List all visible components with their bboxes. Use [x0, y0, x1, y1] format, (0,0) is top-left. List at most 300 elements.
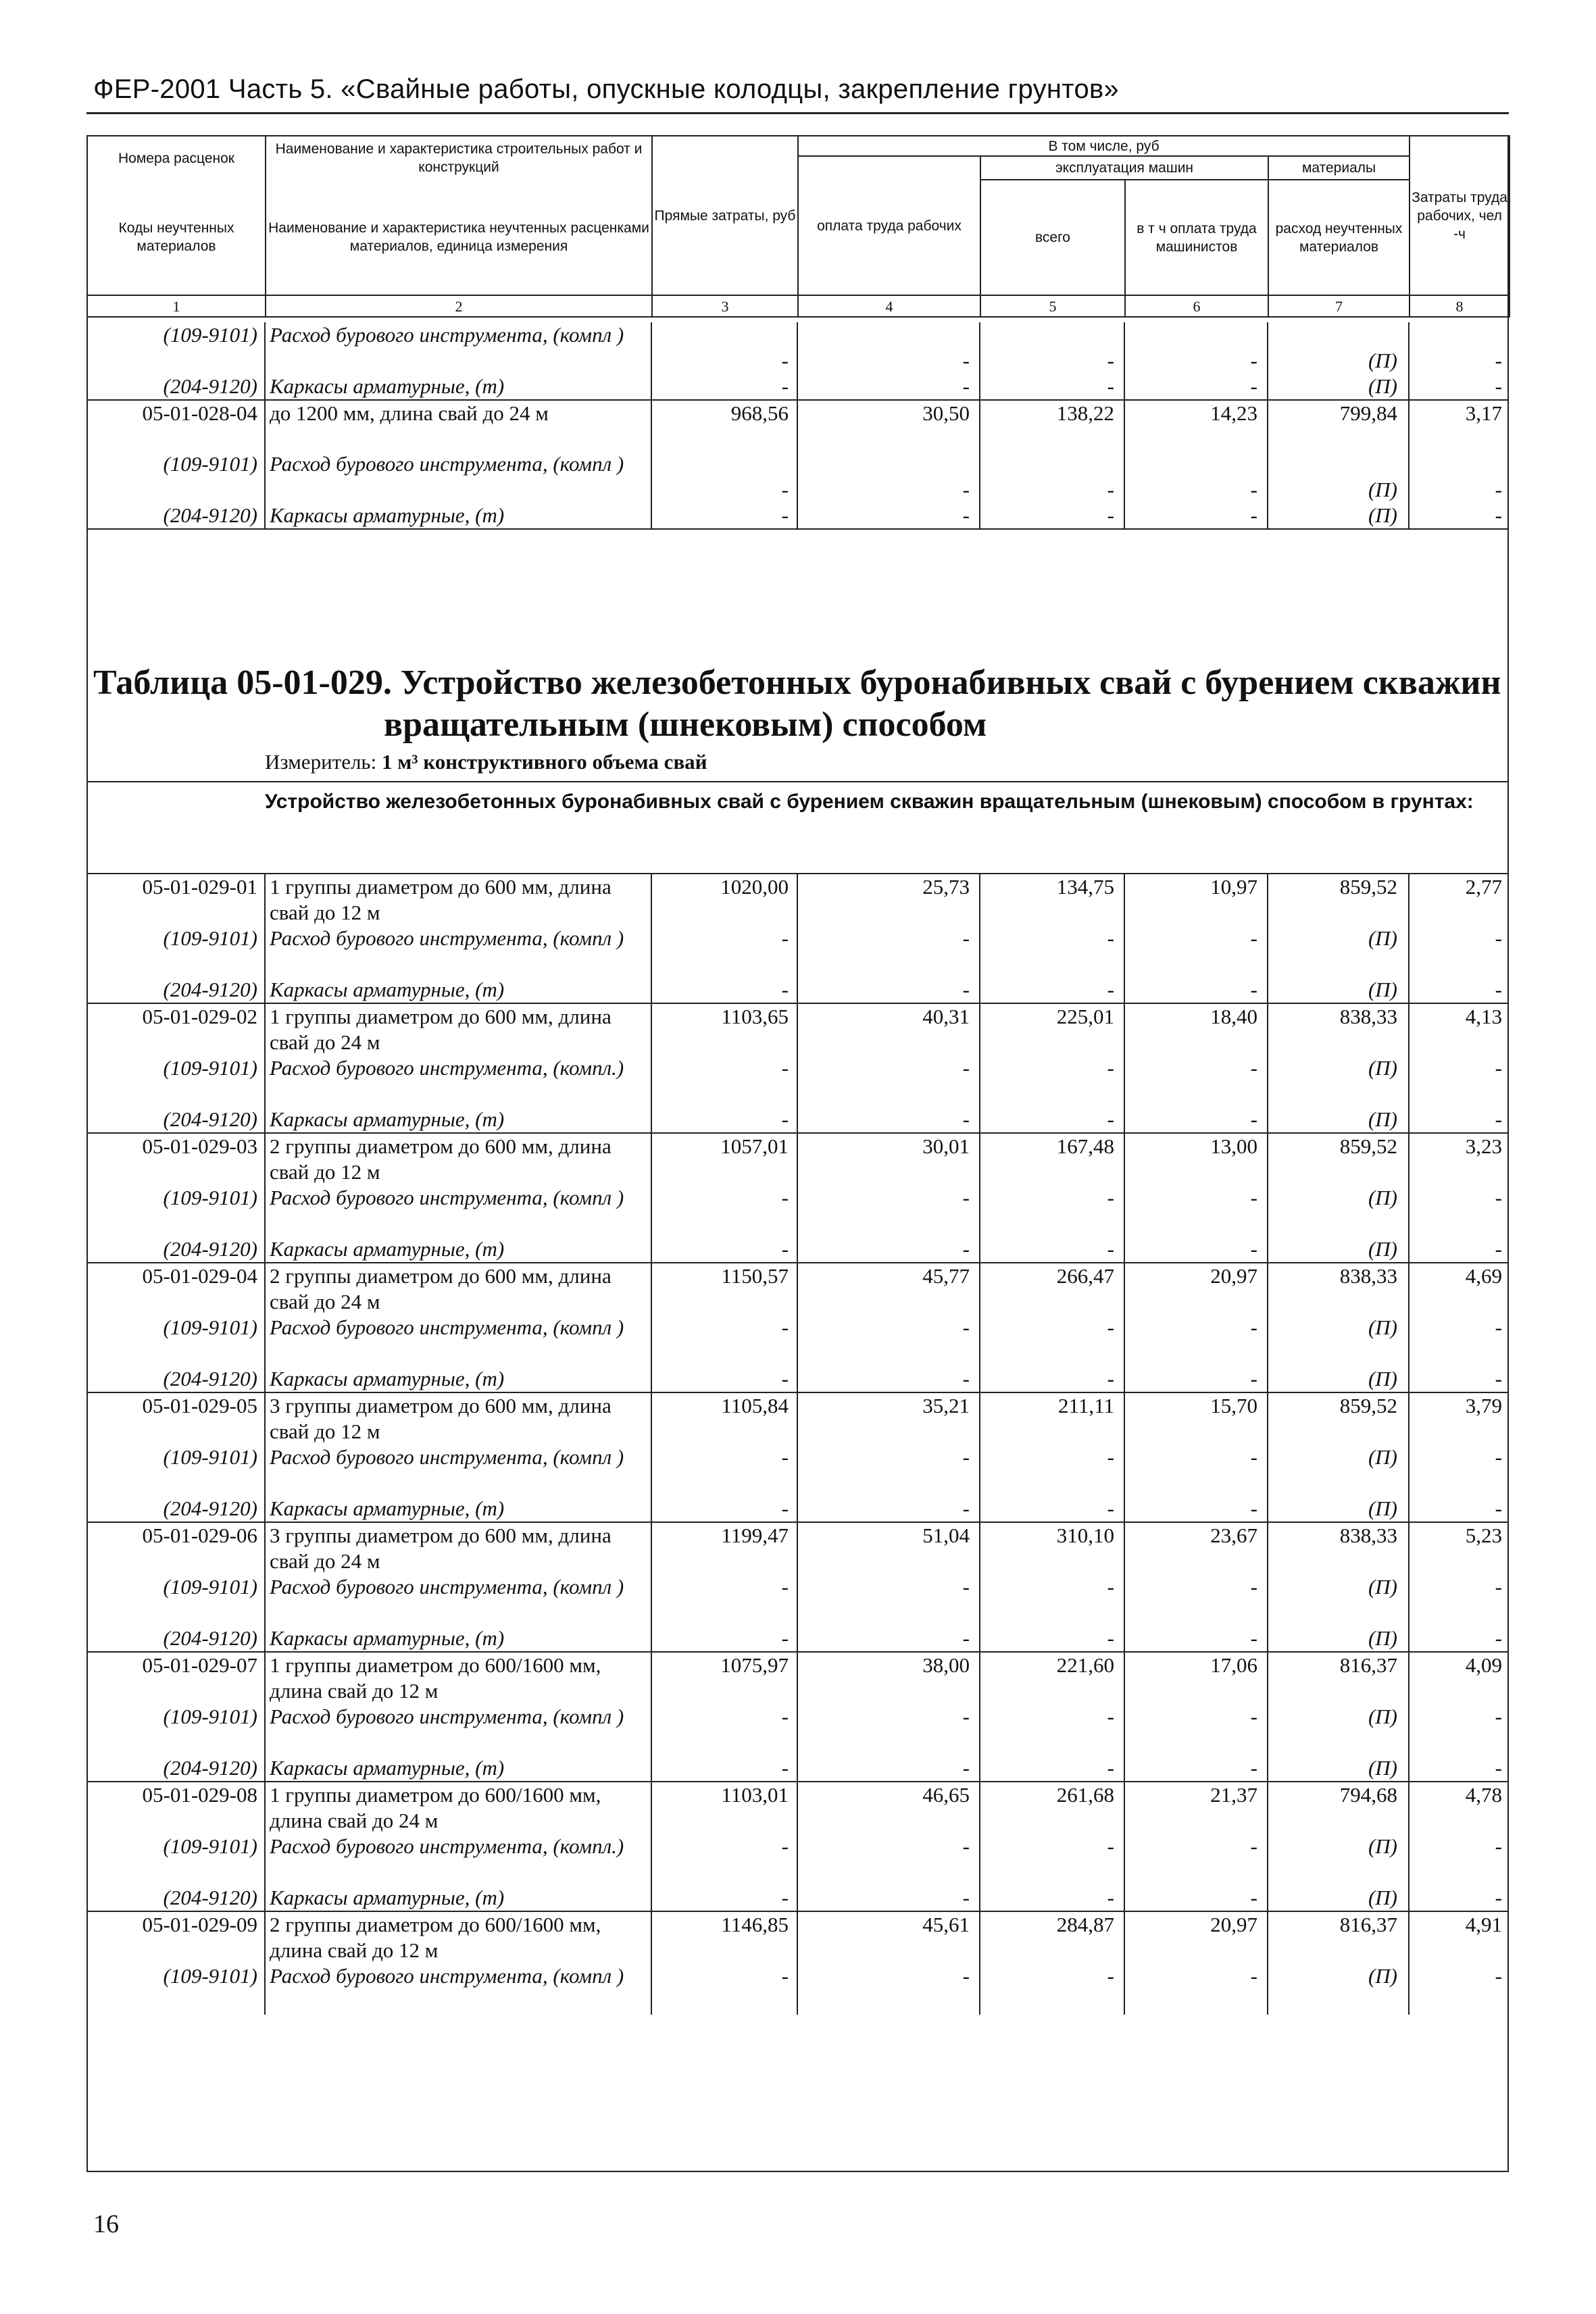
labor-pay: 51,04	[797, 1522, 980, 1574]
material-code: (109-9101)	[86, 1834, 265, 1885]
labor-hours: -	[1409, 503, 1509, 529]
labor-pay: -	[797, 1366, 980, 1392]
labor-hours: 3,17	[1409, 400, 1509, 451]
materials: (П)	[1268, 1444, 1409, 1496]
direct-cost: 1103,01	[651, 1782, 797, 1834]
material-row	[86, 1496, 1509, 1522]
material-description: Расход бурового инструмента, (компл.)	[265, 1055, 651, 1107]
labor-pay: -	[797, 926, 980, 977]
materials: (П)	[1268, 1055, 1409, 1107]
machinist-pay: -	[1124, 1574, 1268, 1626]
col-5-header: всего	[980, 180, 1125, 295]
labor-pay: 35,21	[797, 1392, 980, 1444]
material-row	[86, 926, 1509, 977]
material-row	[86, 1055, 1509, 1107]
labor-hours: 4,13	[1409, 1003, 1509, 1055]
col-3-header: Прямые затраты, руб	[652, 136, 798, 295]
direct-cost: 1057,01	[651, 1133, 797, 1185]
labor-pay: 46,65	[797, 1782, 980, 1834]
machines-total: 221,60	[980, 1652, 1124, 1704]
material-code: (109-9101)	[86, 1444, 265, 1496]
machines-total: -	[980, 1963, 1124, 2015]
rate-code: 05-01-029-07	[86, 1652, 265, 1704]
material-description: Каркасы арматурные, (т)	[265, 1496, 651, 1522]
rate-row	[86, 1911, 1509, 1963]
work-description: 1 группы диаметром до 600/1600 мм, длина свай до 12 м	[265, 1652, 651, 1704]
machinist-pay: -	[1124, 1315, 1268, 1366]
rate-row	[86, 400, 1509, 451]
material-description: Каркасы арматурные, (т)	[265, 1755, 651, 1782]
rate-row	[86, 1133, 1509, 1185]
materials: (П)	[1268, 1496, 1409, 1522]
material-description: Расход бурового инструмента, (компл )	[265, 1963, 651, 2015]
machines-total: -	[980, 1236, 1124, 1263]
direct-cost: 968,56	[651, 400, 797, 451]
labor-pay: 45,77	[797, 1263, 980, 1315]
col-number: 7	[1268, 295, 1410, 317]
machinist-pay: -	[1124, 503, 1268, 529]
material-description: Расход бурового инструмента, (компл )	[265, 1185, 651, 1236]
materials: 799,84	[1268, 400, 1409, 451]
material-row	[86, 1444, 1509, 1496]
labor-pay: -	[797, 1574, 980, 1626]
direct-cost: -	[651, 1574, 797, 1626]
material-code: (204-9120)	[86, 1885, 265, 1911]
direct-cost: -	[651, 374, 797, 400]
col-number: 1	[87, 295, 266, 317]
direct-cost: -	[651, 1055, 797, 1107]
col-2-bottom-header: Наименование и характеристика неучтенных расценками материалов, единица измерения	[266, 180, 652, 295]
direct-cost: -	[651, 1236, 797, 1263]
measure-rule	[86, 781, 1509, 782]
machinist-pay: -	[1124, 322, 1268, 374]
material-code: (109-9101)	[86, 451, 265, 503]
section-title-line-1: Таблица 05-01-029. Устройство железобетонных буронабивных свай с бурением скважин	[93, 663, 1501, 702]
machines-total: 138,22	[980, 400, 1124, 451]
col-number: 5	[980, 295, 1125, 317]
machinist-pay: -	[1124, 1704, 1268, 1755]
machinist-pay: -	[1124, 451, 1268, 503]
material-row	[86, 451, 1509, 503]
materials: (П)	[1268, 1185, 1409, 1236]
machinist-pay: 15,70	[1124, 1392, 1268, 1444]
machines-header: эксплуатация машин	[980, 156, 1268, 180]
materials: (П)	[1268, 1704, 1409, 1755]
materials: 838,33	[1268, 1263, 1409, 1315]
machines-total: -	[980, 1315, 1124, 1366]
material-code: (109-9101)	[86, 1185, 265, 1236]
material-row	[86, 503, 1509, 529]
labor-pay: 45,61	[797, 1911, 980, 1963]
material-code: (109-9101)	[86, 1574, 265, 1626]
material-description: Каркасы арматурные, (т)	[265, 374, 651, 400]
col-number: 4	[798, 295, 980, 317]
material-row	[86, 1755, 1509, 1782]
direct-cost: -	[651, 977, 797, 1003]
materials: (П)	[1268, 1885, 1409, 1911]
material-code: (109-9101)	[86, 1315, 265, 1366]
labor-hours: 4,78	[1409, 1782, 1509, 1834]
rate-code: 05-01-029-09	[86, 1911, 265, 1963]
material-code: (109-9101)	[86, 1963, 265, 2015]
direct-cost: -	[651, 1366, 797, 1392]
material-row	[86, 1315, 1509, 1366]
section-title	[93, 662, 1505, 746]
labor-hours: 4,09	[1409, 1652, 1509, 1704]
work-description: 3 группы диаметром до 600 мм, длина свай до 24 м	[265, 1522, 651, 1574]
labor-hours: -	[1495, 978, 1502, 1001]
labor-pay: -	[797, 1315, 980, 1366]
materials: 838,33	[1268, 1522, 1409, 1574]
rate-row	[86, 1003, 1509, 1055]
labor-pay: -	[797, 1834, 980, 1885]
machines-total: -	[980, 1496, 1124, 1522]
materials-header: материалы	[1268, 156, 1410, 180]
material-row	[86, 1885, 1509, 1911]
rate-code: 05-01-029-03	[86, 1133, 265, 1185]
labor-pay: 25,73	[797, 874, 980, 926]
machinist-pay: -	[1124, 1185, 1268, 1236]
labor-pay: -	[797, 451, 980, 503]
materials: (П)	[1268, 1834, 1409, 1885]
direct-cost: 1150,57	[651, 1263, 797, 1315]
rate-code: 05-01-029-04	[86, 1263, 265, 1315]
material-row	[86, 1704, 1509, 1755]
work-description: 2 группы диаметром до 600 мм, длина свай до 24 м	[265, 1263, 651, 1315]
material-description: Расход бурового инструмента, (компл.)	[265, 1834, 651, 1885]
materials: (П)	[1268, 1315, 1409, 1366]
labor-hours: -	[1495, 1575, 1502, 1599]
machinist-pay: -	[1124, 374, 1268, 400]
direct-cost: 1105,84	[651, 1392, 797, 1444]
material-code: (204-9120)	[86, 1236, 265, 1263]
labor-hours: -	[1495, 1107, 1502, 1131]
rate-code: 05-01-028-04	[86, 400, 265, 451]
work-description: 2 группы диаметром до 600/1600 мм, длина свай до 12 м	[265, 1911, 651, 1963]
labor-hours: -	[1495, 1056, 1502, 1080]
labor-hours: -	[1495, 1886, 1502, 1909]
machines-total: -	[980, 322, 1124, 374]
materials: 816,37	[1268, 1652, 1409, 1704]
labor-pay: -	[797, 503, 980, 529]
materials: (П)	[1268, 1755, 1409, 1782]
rate-row	[86, 1392, 1509, 1444]
direct-cost: -	[651, 322, 797, 374]
labor-hours: -	[1495, 1964, 1502, 1988]
labor-pay: 30,01	[797, 1133, 980, 1185]
labor-hours: -	[1495, 1834, 1502, 1858]
material-description: Каркасы арматурные, (т)	[265, 977, 651, 1003]
page-header: ФЕР-2001 Часть 5. «Свайные работы, опускные колодцы, закрепление грунтов»	[93, 74, 1120, 104]
labor-hours: -	[1495, 349, 1502, 372]
material-description: Расход бурового инструмента, (компл )	[265, 451, 651, 503]
machinist-pay: -	[1124, 1055, 1268, 1107]
machinist-pay: 14,23	[1124, 400, 1268, 451]
material-description: Расход бурового инструмента, (компл )	[265, 926, 651, 977]
labor-hours: -	[1495, 1626, 1502, 1650]
material-code: (109-9101)	[86, 322, 265, 374]
machines-total: -	[980, 374, 1124, 400]
machines-total: -	[980, 1185, 1124, 1236]
measure-value: 1 м³ конструктивного объема свай	[381, 750, 707, 774]
direct-cost: 1020,00	[651, 874, 797, 926]
labor-hours: -	[1495, 1315, 1502, 1339]
machines-total: -	[980, 1704, 1124, 1755]
rate-code: 05-01-029-02	[86, 1003, 265, 1055]
labor-pay: -	[797, 1755, 980, 1782]
machinist-pay: -	[1124, 926, 1268, 977]
direct-cost: -	[651, 451, 797, 503]
labor-pay: -	[797, 374, 980, 400]
section-subheading: Устройство железобетонных буронабивных свай с бурением скважин вращательным (шнековым) способом в грунтах:	[265, 790, 1474, 813]
material-row	[86, 322, 1509, 374]
machinist-pay: -	[1124, 1963, 1268, 2015]
machines-total: 266,47	[980, 1263, 1124, 1315]
labor-hours: 3,79	[1409, 1392, 1509, 1444]
machines-total: -	[980, 1755, 1124, 1782]
col-1-top-header: Номера расценок	[87, 136, 266, 180]
machinist-pay: -	[1124, 1885, 1268, 1911]
direct-cost: 1075,97	[651, 1652, 797, 1704]
machines-total: 167,48	[980, 1133, 1124, 1185]
machines-total: -	[980, 1626, 1124, 1652]
labor-pay: 40,31	[797, 1003, 980, 1055]
labor-pay: -	[797, 1185, 980, 1236]
work-description: 1 группы диаметром до 600/1600 мм, длина свай до 24 м	[265, 1782, 651, 1834]
machinist-pay: 20,97	[1124, 1911, 1268, 1963]
material-description: Каркасы арматурные, (т)	[265, 503, 651, 529]
material-description: Каркасы арматурные, (т)	[265, 1885, 651, 1911]
machinist-pay: -	[1124, 1366, 1268, 1392]
labor-hours: 4,69	[1409, 1263, 1509, 1315]
material-code: (109-9101)	[86, 1704, 265, 1755]
material-code: (204-9120)	[86, 1107, 265, 1133]
material-row	[86, 1366, 1509, 1392]
col-number: 2	[266, 295, 652, 317]
materials: (П)	[1268, 503, 1409, 529]
material-description: Расход бурового инструмента, (компл )	[265, 1444, 651, 1496]
materials: (П)	[1268, 451, 1409, 503]
materials: (П)	[1268, 374, 1409, 400]
labor-hours: -	[1495, 1705, 1502, 1728]
materials: (П)	[1268, 322, 1409, 374]
labor-pay: -	[797, 1444, 980, 1496]
material-description: Каркасы арматурные, (т)	[265, 1626, 651, 1652]
col-number: 6	[1125, 295, 1268, 317]
material-code: (109-9101)	[86, 1055, 265, 1107]
direct-cost: -	[651, 1704, 797, 1755]
machinist-pay: 18,40	[1124, 1003, 1268, 1055]
direct-cost: 1103,65	[651, 1003, 797, 1055]
direct-cost: -	[651, 1755, 797, 1782]
material-row	[86, 1185, 1509, 1236]
labor-hours: 2,77	[1409, 874, 1509, 926]
machines-total: -	[980, 1444, 1124, 1496]
material-description: Каркасы арматурные, (т)	[265, 1107, 651, 1133]
materials: 794,68	[1268, 1782, 1409, 1834]
materials: (П)	[1268, 1963, 1409, 2015]
materials: (П)	[1268, 977, 1409, 1003]
rate-row	[86, 1782, 1509, 1834]
entries-table	[86, 873, 1509, 2015]
group-header: В том числе, руб	[798, 136, 1410, 156]
materials: (П)	[1268, 1574, 1409, 1626]
labor-pay: -	[797, 1626, 980, 1652]
machinist-pay: 21,37	[1124, 1782, 1268, 1834]
material-code: (204-9120)	[86, 977, 265, 1003]
direct-cost: 1199,47	[651, 1522, 797, 1574]
material-row	[86, 977, 1509, 1003]
materials: 859,52	[1268, 1392, 1409, 1444]
col-4-header: оплата труда рабочих	[798, 156, 980, 295]
page-number: 16	[93, 2210, 119, 2238]
work-description: 3 группы диаметром до 600 мм, длина свай до 12 м	[265, 1392, 651, 1444]
material-row	[86, 1236, 1509, 1263]
rate-code: 05-01-029-01	[86, 874, 265, 926]
col-7-header: расход неучтенных материалов	[1268, 180, 1410, 295]
machines-total: -	[980, 1834, 1124, 1885]
labor-pay: 38,00	[797, 1652, 980, 1704]
labor-hours: -	[1495, 926, 1502, 950]
material-description: Расход бурового инструмента, (компл )	[265, 1574, 651, 1626]
material-code: (109-9101)	[86, 926, 265, 977]
col-2-top-header: Наименование и характеристика строительных работ и конструкций	[266, 136, 652, 180]
direct-cost: -	[651, 503, 797, 529]
labor-pay: -	[797, 1055, 980, 1107]
rate-code: 05-01-029-08	[86, 1782, 265, 1834]
rate-row	[86, 1652, 1509, 1704]
materials: (П)	[1268, 1107, 1409, 1133]
direct-cost: -	[651, 1834, 797, 1885]
machinist-pay: -	[1124, 1496, 1268, 1522]
machines-total: 225,01	[980, 1003, 1124, 1055]
labor-hours: -	[1495, 1186, 1502, 1209]
materials: (П)	[1268, 1236, 1409, 1263]
direct-cost: -	[651, 926, 797, 977]
rate-row	[86, 1522, 1509, 1574]
materials: (П)	[1268, 1366, 1409, 1392]
direct-cost: -	[651, 1315, 797, 1366]
material-description: Каркасы арматурные, (т)	[265, 1366, 651, 1392]
material-code: (204-9120)	[86, 1496, 265, 1522]
machinist-pay: -	[1124, 1755, 1268, 1782]
machinist-pay: -	[1124, 1107, 1268, 1133]
machines-total: -	[980, 503, 1124, 529]
labor-pay: -	[797, 1885, 980, 1911]
labor-hours: 4,91	[1409, 1911, 1509, 1963]
direct-cost: 1146,85	[651, 1911, 797, 1963]
direct-cost: -	[651, 1185, 797, 1236]
materials: (П)	[1268, 926, 1409, 977]
material-code: (204-9120)	[86, 1626, 265, 1652]
labor-hours: -	[1495, 1496, 1502, 1520]
labor-hours: 3,23	[1409, 1133, 1509, 1185]
machines-total: 211,11	[980, 1392, 1124, 1444]
machines-total: 134,75	[980, 874, 1124, 926]
direct-cost: -	[651, 1963, 797, 2015]
measure-line	[265, 750, 707, 774]
direct-cost: -	[651, 1626, 797, 1652]
machines-total: -	[980, 1574, 1124, 1626]
material-row	[86, 1963, 1509, 2015]
labor-pay: -	[797, 322, 980, 374]
machinist-pay: 17,06	[1124, 1652, 1268, 1704]
machines-total: -	[980, 977, 1124, 1003]
materials: 816,37	[1268, 1911, 1409, 1963]
machines-total: -	[980, 1107, 1124, 1133]
labor-hours: 5,23	[1409, 1522, 1509, 1574]
machines-total: -	[980, 451, 1124, 503]
machinist-pay: -	[1124, 1834, 1268, 1885]
machines-total: -	[980, 926, 1124, 977]
labor-hours: -	[1495, 374, 1502, 398]
labor-pay: -	[797, 1107, 980, 1133]
materials: 838,33	[1268, 1003, 1409, 1055]
material-row	[86, 1626, 1509, 1652]
labor-pay: -	[797, 977, 980, 1003]
materials: 859,52	[1268, 1133, 1409, 1185]
rate-row	[86, 1263, 1509, 1315]
col-6-header: в т ч оплата труда машинистов	[1125, 180, 1268, 295]
work-description: до 1200 мм, длина свай до 24 м	[265, 400, 651, 451]
machinist-pay: -	[1124, 1444, 1268, 1496]
labor-pay: 30,50	[797, 400, 980, 451]
labor-hours: -	[1495, 478, 1502, 501]
labor-pay: -	[797, 1236, 980, 1263]
rate-code: 05-01-029-06	[86, 1522, 265, 1574]
machines-total: -	[980, 1055, 1124, 1107]
materials: 859,52	[1268, 874, 1409, 926]
col-8-header: Затраты труда рабочих, чел -ч	[1410, 136, 1510, 295]
col-number: 3	[652, 295, 798, 317]
rate-row	[86, 874, 1509, 926]
work-description: 2 группы диаметром до 600 мм, длина свай до 12 м	[265, 1133, 651, 1185]
top-rows-table	[86, 322, 1509, 530]
machinist-pay: 23,67	[1124, 1522, 1268, 1574]
direct-cost: -	[651, 1496, 797, 1522]
material-code: (204-9120)	[86, 503, 265, 529]
table-header	[86, 135, 1510, 318]
direct-cost: -	[651, 1107, 797, 1133]
materials: (П)	[1268, 1626, 1409, 1652]
labor-hours: -	[1495, 1445, 1502, 1469]
machines-total: 284,87	[980, 1911, 1124, 1963]
machines-total: -	[980, 1885, 1124, 1911]
material-row	[86, 1107, 1509, 1133]
work-description: 1 группы диаметром до 600 мм, длина свай до 24 м	[265, 1003, 651, 1055]
labor-pay: -	[797, 1963, 980, 2015]
labor-pay: -	[797, 1496, 980, 1522]
col-number: 8	[1410, 295, 1510, 317]
measure-label: Измеритель:	[265, 750, 377, 774]
machinist-pay: -	[1124, 1236, 1268, 1263]
work-description: 1 группы диаметром до 600 мм, длина свай до 12 м	[265, 874, 651, 926]
machinist-pay: 20,97	[1124, 1263, 1268, 1315]
section-title-line-2: вращательным (шнековым) способом	[384, 705, 987, 744]
machines-total: 261,68	[980, 1782, 1124, 1834]
rate-code: 05-01-029-05	[86, 1392, 265, 1444]
material-row	[86, 1574, 1509, 1626]
machinist-pay: 10,97	[1124, 874, 1268, 926]
labor-pay: -	[797, 1704, 980, 1755]
machinist-pay: 13,00	[1124, 1133, 1268, 1185]
labor-hours: -	[1495, 1756, 1502, 1780]
material-code: (204-9120)	[86, 1366, 265, 1392]
labor-hours: -	[1495, 1367, 1502, 1390]
direct-cost: -	[651, 1885, 797, 1911]
machines-total: -	[980, 1366, 1124, 1392]
machinist-pay: -	[1124, 977, 1268, 1003]
